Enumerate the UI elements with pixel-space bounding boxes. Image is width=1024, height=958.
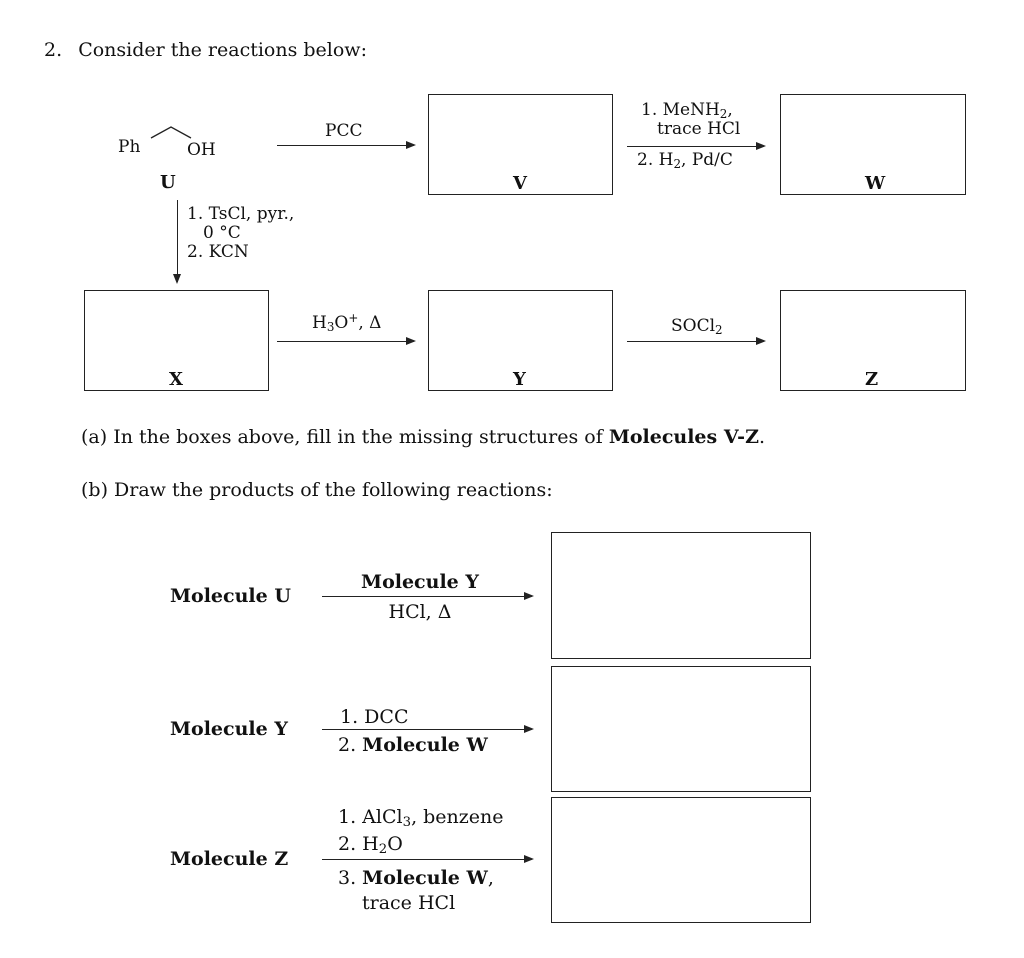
- r3-reactant: Molecule Z: [170, 848, 289, 870]
- reagent-h2-pdc: [637, 150, 733, 170]
- reagent-pcc: PCC: [325, 121, 363, 141]
- r3-alcl-sub: 3: [402, 815, 412, 830]
- r3-trace-hcl: trace HCl: [362, 892, 456, 914]
- zigzag-bond: [151, 127, 191, 138]
- r2-reagent-above: 1. DCC: [340, 706, 409, 728]
- arrow-y-to-z: [627, 341, 764, 342]
- r3-step1: [338, 806, 504, 829]
- r2-molecule-w: Molecule W: [362, 734, 488, 756]
- part-a-suffix: .: [758, 426, 765, 448]
- part-a-instruction: [81, 426, 765, 449]
- reagent-h3o-sub: 3: [326, 320, 335, 334]
- answer-box-b1[interactable]: [551, 532, 811, 659]
- r1-reactant: Molecule U: [170, 585, 291, 607]
- part-a-prefix: (a) In the boxes above, fill in the missing structures of: [81, 426, 609, 448]
- answer-box-v[interactable]: [428, 94, 613, 195]
- part-a-bold: Molecules V-Z: [608, 426, 759, 448]
- answer-box-x[interactable]: [84, 290, 269, 391]
- r3-h2o-o: O: [387, 833, 403, 855]
- arrow-u-to-v: [277, 145, 414, 146]
- reagent-menh2-comma: ,: [727, 100, 733, 120]
- r3-benzene: , benzene: [411, 806, 504, 828]
- reagent-socl: SOCl: [671, 316, 716, 336]
- r3-h2o-sub: 2: [378, 842, 388, 857]
- arrow-u-to-x: [177, 200, 178, 282]
- r1-reagent-above: Molecule Y: [361, 571, 479, 593]
- r3-alcl: 1. AlCl: [338, 806, 403, 828]
- r3-comma: ,: [487, 867, 494, 889]
- reagent-pdc: , Pd/C: [681, 150, 733, 170]
- answer-box-z[interactable]: [780, 290, 966, 391]
- r3-molecule-w: Molecule W: [362, 867, 488, 889]
- reagent-menh2-sub: 2: [719, 107, 728, 121]
- box-y-label: Y: [513, 369, 526, 390]
- arrow-x-to-y: [277, 341, 414, 342]
- reagents-v-to-w: [641, 101, 740, 139]
- reagent-delta: , Δ: [358, 313, 382, 333]
- reagent-h2-sub: 2: [673, 157, 682, 171]
- reagent-menh2: 1. MeNH: [641, 100, 720, 120]
- reagent-h3o: [312, 313, 381, 333]
- box-x-label: X: [169, 369, 183, 390]
- r3-step3-number: 3.: [338, 867, 363, 889]
- question-heading: [44, 39, 367, 62]
- r3-arrow: [322, 859, 532, 860]
- question-number: 2.: [44, 39, 63, 61]
- part-b-instruction: (b) Draw the products of the following reactions:: [81, 479, 553, 501]
- r3-step2: [338, 833, 403, 856]
- reagent-kcn: 2. KCN: [187, 242, 249, 262]
- r1-arrow: [322, 596, 532, 597]
- reagent-h2: 2. H: [637, 150, 674, 170]
- answer-box-b3[interactable]: [551, 797, 811, 923]
- r3-h2o-h: 2. H: [338, 833, 379, 855]
- reagent-socl-sub: 2: [715, 323, 723, 337]
- reagent-tscl: 1. TsCl, pyr.,: [187, 204, 295, 224]
- r2-step-number: 2.: [338, 734, 363, 756]
- oh-group: OH: [187, 140, 216, 160]
- reagent-h3o-o: O: [334, 313, 349, 333]
- reagent-zero-c: 0 °C: [203, 223, 241, 243]
- reagent-trace-hcl: trace HCl: [657, 119, 741, 139]
- question-prompt: Consider the reactions below:: [78, 39, 367, 61]
- answer-box-b2[interactable]: [551, 666, 811, 792]
- r2-reactant: Molecule Y: [170, 718, 288, 740]
- box-v-label: V: [513, 173, 527, 194]
- ph-group: Ph: [118, 137, 141, 157]
- box-z-label: Z: [865, 369, 879, 390]
- r2-reagent-below: [338, 734, 488, 757]
- answer-box-y[interactable]: [428, 290, 613, 391]
- molecule-u-label: U: [160, 172, 176, 193]
- r1-reagent-below: HCl, Δ: [388, 601, 452, 623]
- answer-box-w[interactable]: [780, 94, 966, 195]
- box-w-label: W: [865, 173, 886, 194]
- r2-arrow: [322, 729, 532, 730]
- reagent-socl2: [671, 316, 723, 336]
- reagent-h3o-h: H: [312, 313, 327, 333]
- reagents-u-to-x: [187, 205, 294, 262]
- r3-step3: [338, 867, 494, 890]
- reagent-h3o-sup: +: [348, 311, 359, 325]
- arrow-v-to-w: [627, 146, 764, 147]
